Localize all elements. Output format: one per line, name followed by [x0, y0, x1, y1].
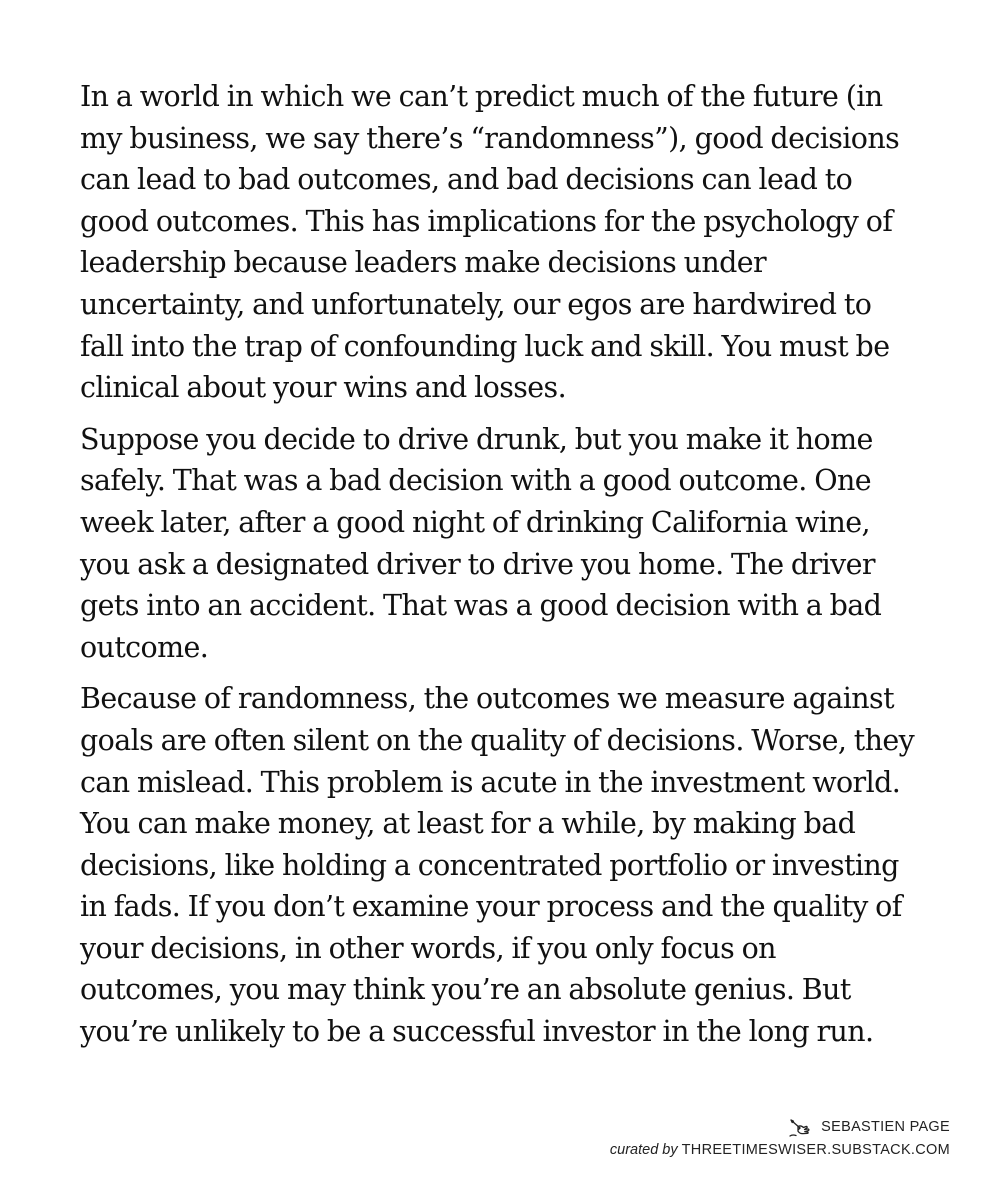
- curated-line: [610, 1139, 950, 1162]
- author-name: SEBASTIEN PAGE: [821, 1119, 950, 1135]
- author-line: [610, 1116, 950, 1139]
- writing-hand-icon: [789, 1118, 813, 1138]
- attribution-footer: [610, 1116, 950, 1162]
- curator-site-link[interactable]: THREETIMESWISER.SUBSTACK.COM: [681, 1142, 950, 1158]
- curated-by-label: curated by: [609, 1142, 678, 1158]
- article-paragraph: Because of randomness, the outcomes we measure against goals are often silent on the quality of decisions. Worse, they can mislead. This problem is acute in the investment world. You can make money, at least for a while, by making bad decisions, like holding a concentrated portfolio or investing in fads. If you don’t examine your process and the quality of your decisions, in other words, if you only focus on outcomes, you may think you’re an absolute genius. But you’re unlikely to be a successful investor in the long run.: [80, 682, 915, 1049]
- article-paragraph: Suppose you decide to drive drunk, but you make it home safely. That was a bad decision with a good outcome. One week later, after a good night of drinking California wine, you ask a designated driver to drive you home. The driver gets into an accident. That was a good decision with a bad outcome.: [80, 422, 882, 664]
- article-paragraph: In a world in which we can’t predict much of the future (in my business, we say there’s “randomness”), good decisions can lead to bad outcomes, and bad decisions can lead to good outcomes. This has implications for the psychology of leadership because leaders make decisions under uncertainty, and unfortunately, our egos are hardwired to fall into the trap of confounding luck and skill. You must be clinical about your wins and losses.: [80, 80, 900, 405]
- article-body: [80, 76, 960, 1063]
